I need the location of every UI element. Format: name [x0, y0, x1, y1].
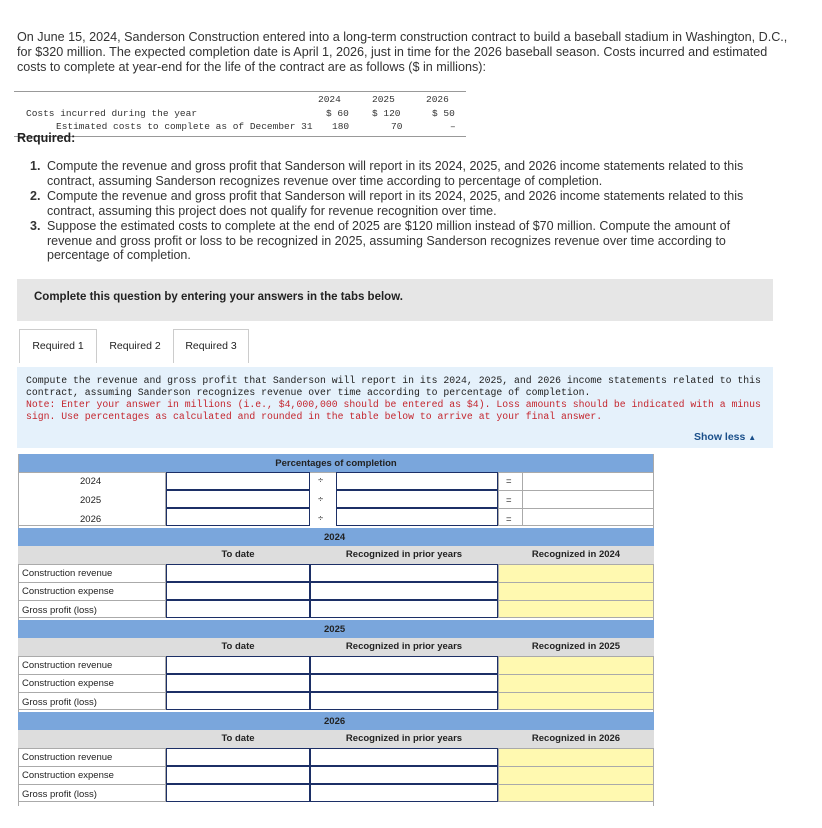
section-2024-header — [18, 528, 654, 546]
instructions-text: Compute the revenue and gross profit that Sanderson will report in its 2024, 2025, and 2026 income statements related to this contract, assuming Sanderson recognizes revenue over time according to percentage of completion. — [26, 375, 761, 398]
show-less-link[interactable]: Show less ▲ — [694, 431, 757, 443]
col-recognized-year: Recognized in 2024 — [531, 549, 621, 560]
equals-symbol: = — [506, 495, 512, 506]
row-construction-revenue: Construction revenue — [22, 660, 113, 671]
row-construction-expense: Construction expense — [22, 678, 114, 689]
year-header-2024: 2024 — [318, 94, 341, 105]
col-recognized-year: Recognized in 2026 — [531, 733, 621, 744]
tab-required-2[interactable]: Required 2 — [97, 329, 173, 363]
expense-to-date-2025-input[interactable] — [166, 674, 310, 692]
revenue-prior-2026-input[interactable] — [310, 748, 498, 766]
pct-year-2026: 2026 — [80, 514, 102, 525]
est-costs-label: Estimated costs to complete as of December 31 — [56, 121, 313, 132]
est-costs-2026: – — [450, 121, 456, 132]
col-to-date: To date — [221, 641, 255, 652]
expense-to-date-2026-input[interactable] — [166, 766, 310, 784]
complete-prompt-band — [17, 279, 773, 321]
divide-symbol: ÷ — [318, 494, 324, 505]
recognized-2024-cells — [498, 564, 654, 618]
required-heading: Required: — [17, 131, 76, 145]
requirements-list — [30, 159, 770, 264]
gross-profit-to-date-2025-input[interactable] — [166, 692, 310, 710]
row-gross-profit: Gross profit (loss) — [22, 789, 97, 800]
year-header-2026: 2026 — [426, 94, 449, 105]
section-2026-header — [18, 712, 654, 730]
col-to-date: To date — [221, 549, 255, 560]
section-year-2026: 2026 — [324, 716, 346, 727]
section-year-2025: 2025 — [324, 624, 346, 635]
row-construction-revenue: Construction revenue — [22, 752, 113, 763]
revenue-to-date-2026-input[interactable] — [166, 748, 310, 766]
requirement-item: 1. Compute the revenue and gross profit that Sanderson will report in its 2024, 2025, and 2026 income statements related to this contract, assuming Sanderson recognizes revenue over time according to percentage of completion. — [30, 159, 744, 188]
pct-year-2024: 2024 — [80, 476, 102, 487]
gross-profit-to-date-2024-input[interactable] — [166, 600, 310, 618]
expense-prior-2024-input[interactable] — [310, 582, 498, 600]
col-recognized-prior: Recognized in prior years — [345, 641, 463, 652]
costs-incurred-2025: $ 120 — [372, 108, 401, 119]
col-recognized-prior: Recognized in prior years — [345, 549, 463, 560]
recognized-2025-cells — [498, 656, 654, 710]
gross-profit-prior-2024-input[interactable] — [310, 600, 498, 618]
costs-incurred-label: Costs incurred during the year — [26, 108, 198, 119]
row-construction-expense: Construction expense — [22, 586, 114, 597]
answer-grid — [18, 454, 654, 806]
revenue-to-date-2024-input[interactable] — [166, 564, 310, 582]
est-costs-2024: 180 — [332, 121, 350, 132]
gross-profit-prior-2026-input[interactable] — [310, 784, 498, 802]
pct-header: Percentages of completion — [275, 458, 397, 469]
pct-2024-denominator-input[interactable] — [336, 472, 498, 490]
pct-2024-numerator-input[interactable] — [166, 472, 310, 490]
section-2025-header — [18, 620, 654, 638]
revenue-prior-2024-input[interactable] — [310, 564, 498, 582]
equals-symbol: = — [506, 476, 512, 487]
col-to-date: To date — [221, 733, 255, 744]
pct-2025-denominator-input[interactable] — [336, 490, 498, 508]
cost-data-table — [14, 91, 466, 137]
instructions-panel — [17, 367, 773, 448]
requirement-item: 3. Suppose the estimated costs to complete at the end of 2025 are $120 million instead of $70 million. Compute the amount of revenue and gross profit or loss to be recognized in 2025, assuming Sanderson recognizes revenue over time according to percentage of completion. — [30, 219, 731, 262]
problem-intro: On June 15, 2024, Sanderson Construction entered into a long-term construction contract to build a baseball stadium in Washington, D.C., for $320 million. The expected completion date is April 1, 2026, just in time for the 2026 baseball season. Costs incurred and estimated costs to complete at year-end for the life of the contract are as follows ($ in millions): — [17, 30, 788, 74]
triangle-up-icon: ▲ — [748, 433, 757, 442]
row-construction-revenue: Construction revenue — [22, 568, 113, 579]
expense-prior-2026-input[interactable] — [310, 766, 498, 784]
pct-2026-numerator-input[interactable] — [166, 508, 310, 526]
pct-2025-numerator-input[interactable] — [166, 490, 310, 508]
complete-prompt: Complete this question by entering your answers in the tabs below. — [34, 291, 403, 303]
revenue-prior-2025-input[interactable] — [310, 656, 498, 674]
tab-required-3[interactable]: Required 3 — [173, 329, 249, 363]
costs-incurred-2024: $ 60 — [326, 108, 349, 119]
pct-year-2025: 2025 — [80, 495, 102, 506]
equals-symbol: = — [506, 514, 512, 525]
gross-profit-prior-2025-input[interactable] — [310, 692, 498, 710]
recognized-2026-cells — [498, 748, 654, 802]
divide-symbol: ÷ — [318, 475, 324, 486]
gross-profit-to-date-2026-input[interactable] — [166, 784, 310, 802]
tab-required-1[interactable]: Required 1 — [19, 329, 97, 363]
col-recognized-year: Recognized in 2025 — [531, 641, 621, 652]
est-costs-2025: 70 — [391, 121, 403, 132]
divide-symbol: ÷ — [318, 513, 324, 524]
row-construction-expense: Construction expense — [22, 770, 114, 781]
section-year-2024: 2024 — [324, 532, 346, 543]
note-text: Note: Enter your answer in millions (i.e., $4,000,000 should be entered as $4). Loss amounts should be indicated with a minus sign. Use percentages as calculated and rounded in the table below to arrive at your final answer. — [26, 399, 761, 422]
expense-prior-2025-input[interactable] — [310, 674, 498, 692]
col-recognized-prior: Recognized in prior years — [345, 733, 463, 744]
year-header-2025: 2025 — [372, 94, 395, 105]
expense-to-date-2024-input[interactable] — [166, 582, 310, 600]
row-gross-profit: Gross profit (loss) — [22, 605, 97, 616]
row-gross-profit: Gross profit (loss) — [22, 697, 97, 708]
pct-header-bar — [18, 454, 654, 472]
pct-2026-denominator-input[interactable] — [336, 508, 498, 526]
costs-incurred-2026: $ 50 — [432, 108, 455, 119]
revenue-to-date-2025-input[interactable] — [166, 656, 310, 674]
requirement-item: 2. Compute the revenue and gross profit that Sanderson will report in its 2024, 2025, and 2026 income statements related to this contract, assuming this project does not qualify for revenue recognition over time. — [30, 189, 744, 218]
